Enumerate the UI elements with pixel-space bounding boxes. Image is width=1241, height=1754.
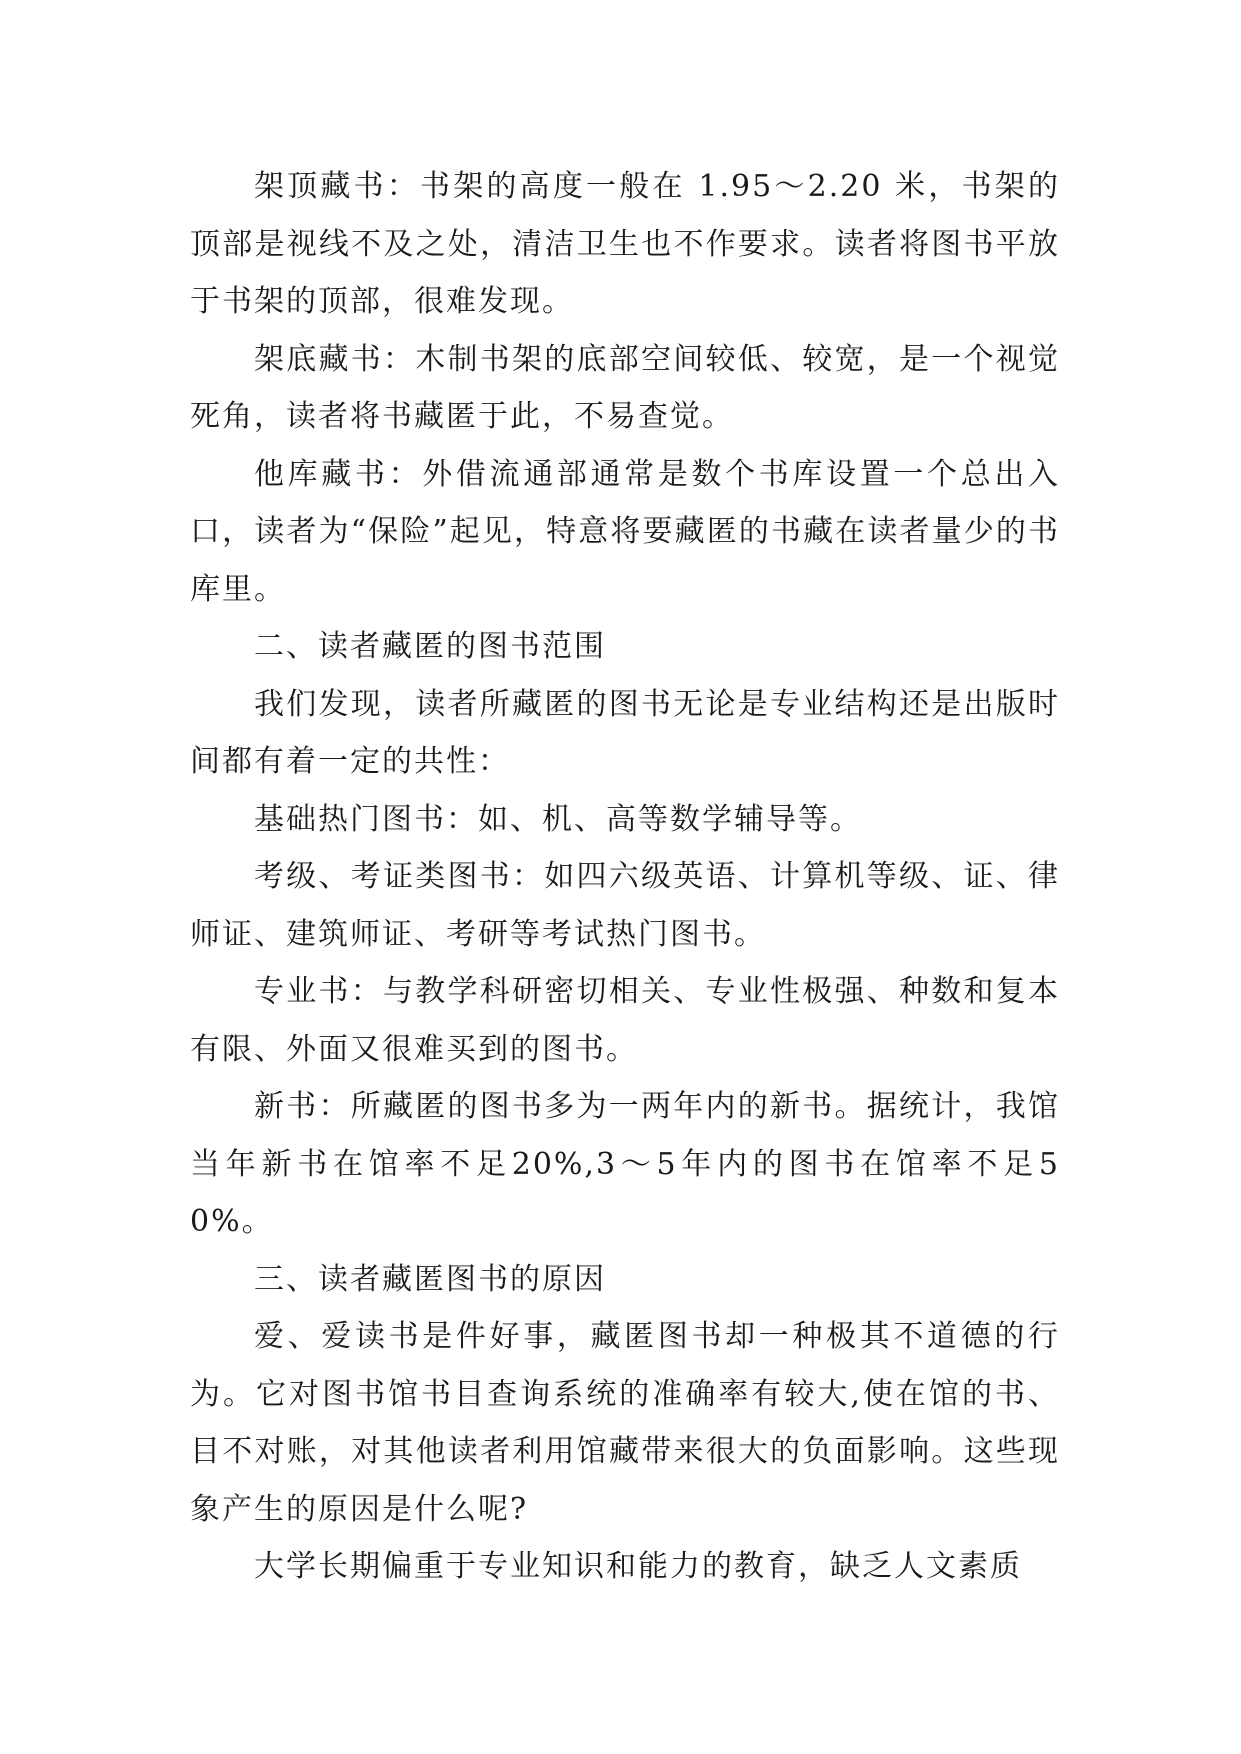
paragraph-reasons: 爱、爱读书是件好事，藏匿图书却一种极其不道德的行为。它对图书馆书目查询系统的准确率有较大,使在馆的书、目不对账，对其他读者利用馆藏带来很大的负面影响。这些现象产生的原因是什么呢? — [190, 1319, 1060, 1527]
paragraph-bottom-shelf: 架底藏书：木制书架的底部空间较低、较宽，是一个视觉死角，读者将书藏匿于此，不易查觉。 — [190, 341, 1060, 434]
paragraph-new-books: 新书：所藏匿的图书多为一两年内的新书。据统计，我馆当年新书在馆率不足20%,3～5年内的图书在馆率不足50%。 — [190, 1089, 1060, 1239]
paragraph-top-shelf: 架顶藏书：书架的高度一般在 1.95～2.20 米，书架的顶部是视线不及之处，清洁卫生也不作要求。读者将图书平放于书架的顶部，很难发现。 — [190, 169, 1060, 319]
paragraph-exam-books: 考级、考证类图书：如四六级英语、计算机等级、证、律师证、建筑师证、考研等考试热门图书。 — [190, 859, 1060, 952]
section-heading-2: 二、读者藏匿的图书范围 — [254, 629, 606, 664]
section-heading-3: 三、读者藏匿图书的原因 — [254, 1261, 606, 1297]
document-body — [190, 158, 1060, 1596]
paragraph-basic-books: 基础热门图书：如、机、高等数学辅导等。 — [254, 801, 862, 837]
paragraph-findings: 我们发现，读者所藏匿的图书无论是专业结构还是出版时间都有着一定的共性： — [190, 686, 1060, 779]
paragraph-professional-books: 专业书：与教学科研密切相关、专业性极强、种数和复本有限、外面又很难买到的图书。 — [190, 974, 1060, 1067]
paragraph-other-stack: 他库藏书：外借流通部通常是数个书库设置一个总出入口，读者为“保险”起见，特意将要藏匿的书藏在读者量少的书库里。 — [190, 456, 1060, 607]
paragraph-education: 大学长期偏重于专业知识和能力的教育，缺乏人文素质 — [254, 1549, 1022, 1584]
